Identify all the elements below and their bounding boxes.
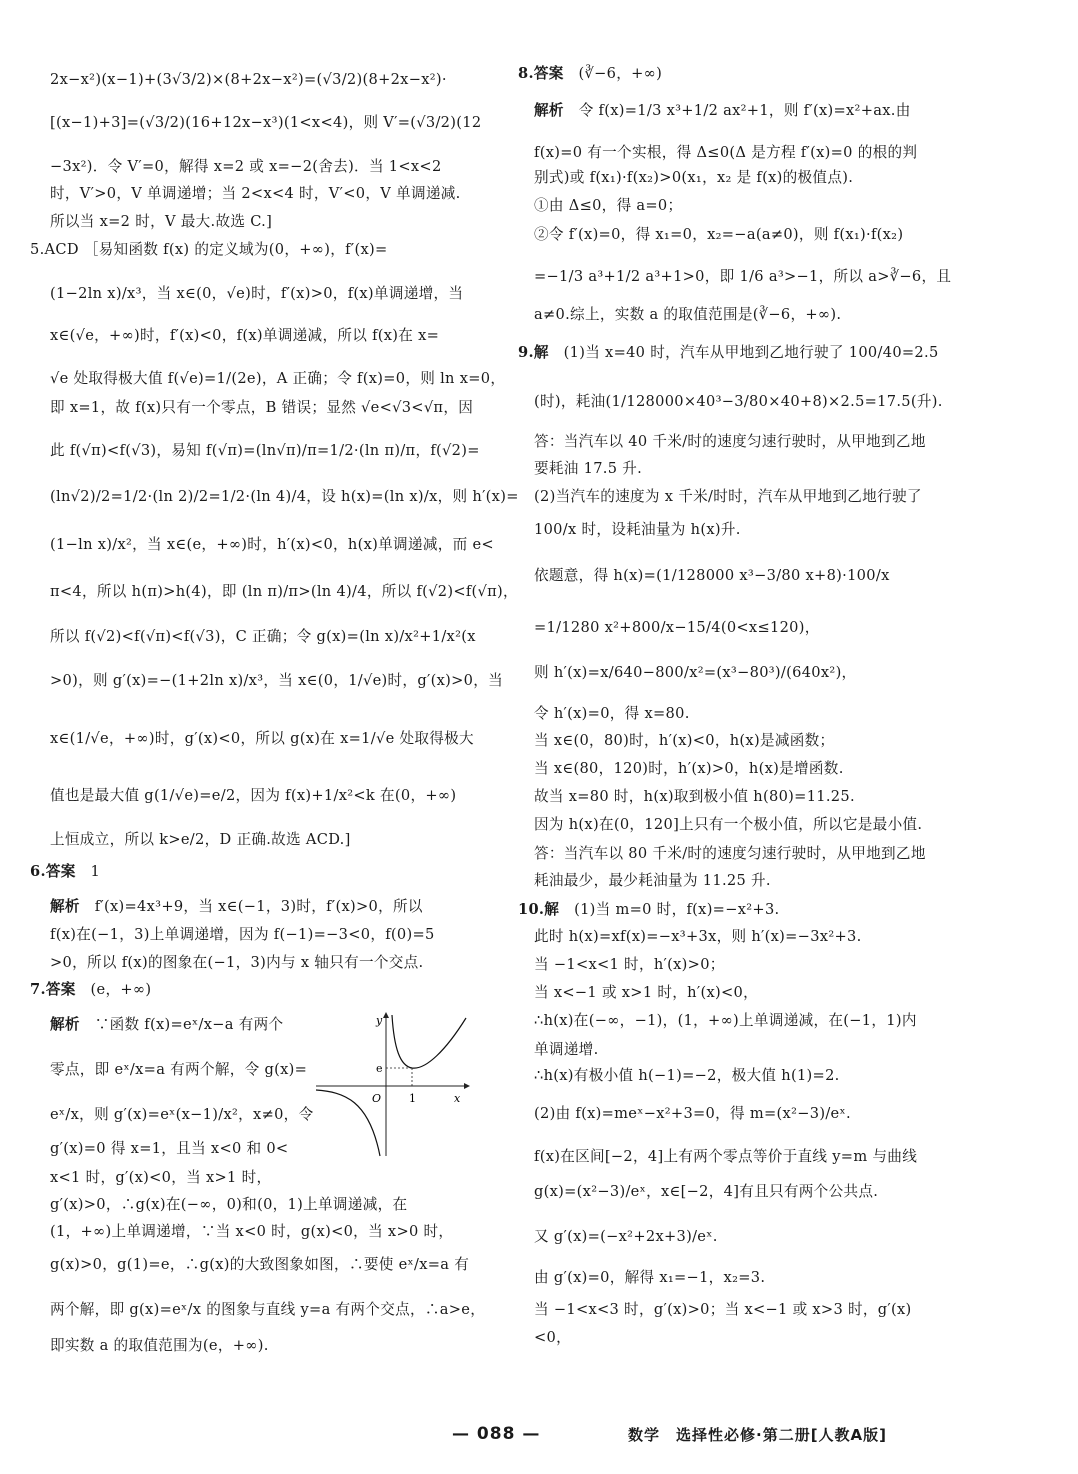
right-text-line: a≠0.综上，实数 a 的取值范围是(∛−6，+∞). (534, 306, 842, 323)
left-text-line: 2x−x²)(x−1)+(3√3/2)×(8+2x−x²)=(√3/2)(8+2x−x²)· (50, 71, 447, 88)
right-text-line: 又 g′(x)=(−x²+2x+3)/eˣ. (534, 1228, 718, 1245)
page-number: — 088 — (452, 1424, 541, 1444)
curve-right-branch (392, 1015, 466, 1068)
right-text-line: 答：当汽车以 80 千米/时的速度匀速行驶时，从甲地到乙地 (534, 845, 926, 862)
section-marker: 7.答案 (30, 981, 76, 998)
left-text-line: −3x²)．令 V′=0，解得 x=2 或 x=−2(舍去)．当 1<x<2 (50, 158, 442, 175)
right-text-line: (2)由 f(x)=meˣ−x²+3=0，得 m=(x²−3)/eˣ. (534, 1105, 851, 1122)
left-text-line: (1，+∞)上单调递增，∵当 x<0 时，g(x)<0，当 x>0 时， (50, 1223, 454, 1240)
left-text-line: 时，V′>0，V 单调递增；当 2<x<4 时，V′<0，V 单调递减. (50, 185, 461, 202)
left-text-line: 零点，即 eˣ/x=a 有两个解，令 g(x)= (50, 1061, 308, 1078)
right-text-line: 要耗油 17.5 升. (534, 460, 643, 477)
right-text-line: 当 −1<x<1 时，h′(x)>0； (534, 956, 725, 973)
right-text-line: 则 h′(x)=x/640−800/x²=(x³−80³)/(640x²)， (534, 664, 857, 681)
left-text-line: x<1 时，g′(x)<0，当 x>1 时， (50, 1169, 272, 1186)
right-text-line: 耗油最少，最少耗油量为 11.25 升. (534, 872, 771, 889)
right-text-line: 令 h′(x)=0，得 x=80. (534, 705, 690, 722)
left-text-line: g′(x)>0，∴g(x)在(−∞，0)和(0，1)上单调递减，在 (50, 1196, 408, 1213)
left-text-line: (ln√2)/2=1/2·(ln 2)/2=1/2·(ln 4)/4，设 h(x)=(ln x)/x，则 h′(x)= (50, 488, 519, 505)
right-text-line: 单调递增. (534, 1041, 599, 1058)
right-text-line: 当 −1<x<3 时，g′(x)>0；当 x<−1 或 x>3 时，g′(x) (534, 1301, 912, 1318)
y-axis-arrow (383, 1012, 389, 1018)
y-axis-label: y (376, 1014, 383, 1027)
right-text-line: 100/x 时，设耗油量为 h(x)升. (534, 521, 741, 538)
right-text-line: ∴h(x)有极小值 h(−1)=−2，极大值 h(1)=2. (534, 1067, 840, 1084)
left-text-line: g(x)>0，g(1)=e，∴g(x)的大致图象如图，∴要使 eˣ/x=a 有 (50, 1256, 470, 1273)
section-marker: 6.答案 (30, 863, 76, 880)
left-text-line: 6.答案 1 (30, 863, 101, 880)
left-text-line: 7.答案 (e，+∞) (30, 981, 152, 998)
e-label: e (376, 1062, 383, 1075)
right-text-line: 当 x∈(0，80)时，h′(x)<0，h(x)是减函数； (534, 732, 835, 749)
left-text-line: g′(x)=0 得 x=1，且当 x<0 和 0< (50, 1140, 289, 1157)
section-marker: 10.解 (518, 901, 560, 918)
x-axis-arrow (464, 1083, 470, 1089)
left-text-line: >0)，则 g′(x)=−(1+2ln x)/x³，当 x∈(0，1/√e)时，g′(x)>0，当 (50, 672, 504, 689)
left-text-line: 所以 f(√2)<f(√π)<f(√3)，C 正确；令 g(x)=(ln x)/x²+1/x²(x (50, 628, 476, 645)
left-text-line: 5.ACD ［易知函数 f(x) 的定义域为(0，+∞)，f′(x)= (30, 241, 388, 258)
left-text-line: x∈(1/√e，+∞)时，g′(x)<0，所以 g(x)在 x=1/√e 处取得极大 (50, 730, 474, 747)
right-text-line: (2)当汽车的速度为 x 千米/时时，汽车从甲地到乙地行驶了 (534, 488, 922, 505)
right-text-line: <0， (534, 1329, 572, 1346)
graph-figure (314, 1010, 472, 1160)
right-text-line: ∴h(x)在(−∞，−1)，(1，+∞)上单调递减，在(−1，1)内 (534, 1012, 917, 1029)
right-text-line: 10.解 (1)当 m=0 时，f(x)=−x²+3. (518, 901, 780, 918)
right-text-line: 8.答案 (∛−6，+∞) (518, 65, 663, 82)
right-text-line: 故当 x=80 时，h(x)取到极小值 h(80)=11.25. (534, 788, 855, 805)
right-text-line: 答：当汽车以 40 千米/时的速度匀速行驶时，从甲地到乙地 (534, 433, 926, 450)
right-text-line: 9.解 (1)当 x=40 时，汽车从甲地到乙地行驶了 100/40=2.5 (518, 344, 939, 361)
right-text-line: ②令 f′(x)=0，得 x₁=0，x₂=−a(a≠0)，则 f(x₁)·f(x₂) (534, 226, 904, 243)
right-text-line: 由 g′(x)=0，解得 x₁=−1，x₂=3. (534, 1269, 766, 1286)
left-text-line: 值也是最大值 g(1/√e)=e/2，因为 f(x)+1/x²<k 在(0，+∞) (50, 787, 457, 804)
right-text-line: 此时 h(x)=xf(x)=−x³+3x，则 h′(x)=−3x²+3. (534, 928, 862, 945)
right-text-line: f(x)=0 有一个实根，得 Δ≤0(Δ 是方程 f′(x)=0 的根的判 (534, 144, 918, 161)
right-text-line: 当 x<−1 或 x>1 时，h′(x)<0， (534, 984, 758, 1001)
left-text-line: x∈(√e，+∞)时，f′(x)<0，f(x)单调递减，所以 f(x)在 x= (50, 327, 440, 344)
left-text-line: √e 处取得极大值 f(√e)=1/(2e)，A 正确；令 f(x)=0，则 ln x=0， (50, 370, 506, 387)
left-text-line: 上恒成立，所以 k>e/2，D 正确.故选 ACD.] (50, 831, 351, 848)
section-marker: 9.解 (518, 344, 549, 361)
left-text-line: (1−2ln x)/x³，当 x∈(0，√e)时，f′(x)>0，f(x)单调递增，当 (50, 285, 464, 302)
right-text-line: ①由 Δ≤0，得 a=0； (534, 197, 683, 214)
right-text-line: f(x)在区间[−2，4]上有两个零点等价于直线 y=m 与曲线 (534, 1148, 918, 1165)
book-title: 数学 选择性必修·第二册[人教A版] (628, 1426, 888, 1444)
origin-label: O (372, 1092, 382, 1105)
left-text-line: 即 x=1，故 f(x)只有一个零点，B 错误；显然 √e<√3<√π，因 (50, 399, 474, 416)
right-text-line: 因为 h(x)在(0，120]上只有一个极小值，所以它是最小值. (534, 816, 923, 833)
left-text-line: π<4，所以 h(π)>h(4)，即 (ln π)/π>(ln 4)/4，所以 f(√2)<f(√π)， (50, 583, 518, 600)
section-marker: 解析 (534, 102, 564, 119)
left-text-line: [(x−1)+3]=(√3/2)(16+12x−x³)(1<x<4)，则 V′=(√3/2)(12 (50, 114, 482, 131)
section-marker: 解析 (50, 1016, 80, 1033)
right-text-line: g(x)=(x²−3)/eˣ，x∈[−2，4]有且只有两个公共点. (534, 1183, 879, 1200)
left-text-line: 两个解，即 g(x)=eˣ/x 的图象与直线 y=a 有两个交点，∴a>e， (50, 1301, 486, 1318)
tick-label-one: 1 (409, 1092, 416, 1105)
left-text-line: 所以当 x=2 时，V 最大.故选 C.] (50, 213, 273, 230)
section-marker: 解析 (50, 898, 80, 915)
left-text-line: eˣ/x，则 g′(x)=eˣ(x−1)/x²，x≠0，令 (50, 1106, 314, 1123)
left-text-line: (1−ln x)/x²，当 x∈(e，+∞)时，h′(x)<0，h(x)单调递减，而 e< (50, 536, 494, 553)
section-marker: 8.答案 (518, 65, 564, 82)
right-text-line: 别式)或 f(x₁)·f(x₂)>0(x₁，x₂ 是 f(x)的极值点). (534, 169, 854, 186)
right-text-line: =1/1280 x²+800/x−15/4(0<x≤120)， (534, 619, 820, 636)
left-text-line: 解析 f′(x)=4x³+9，当 x∈(−1，3)时，f′(x)>0，所以 (50, 898, 423, 915)
left-text-line: 解析 ∵函数 f(x)=eˣ/x−a 有两个 (50, 1016, 284, 1033)
curve-left-branch (316, 1090, 380, 1156)
left-text-line: 即实数 a 的取值范围为(e，+∞). (50, 1337, 269, 1354)
x-axis-label: x (454, 1092, 461, 1105)
left-text-line: f(x)在(−1，3)上单调递增，因为 f(−1)=−3<0，f(0)=5 (50, 926, 435, 943)
left-text-line: 此 f(√π)<f(√3)，易知 f(√π)=(ln√π)/π=1/2·(ln π)/π，f(√2)= (50, 442, 480, 459)
right-text-line: (时)，耗油(1/128000×40³−3/80×40+8)×2.5=17.5(升). (534, 393, 943, 410)
right-text-line: 解析 令 f(x)=1/3 x³+1/2 ax²+1，则 f′(x)=x²+ax.由 (534, 102, 911, 119)
right-text-line: =−1/3 a³+1/2 a³+1>0，即 1/6 a³>−1，所以 a>∛−6，且 (534, 268, 952, 285)
left-text-line: >0，所以 f(x)的图象在(−1，3)内与 x 轴只有一个交点. (50, 954, 424, 971)
right-text-line: 依题意，得 h(x)=(1/128000 x³−3/80 x+8)·100/x (534, 567, 890, 584)
right-text-line: 当 x∈(80，120)时，h′(x)>0，h(x)是增函数. (534, 760, 844, 777)
